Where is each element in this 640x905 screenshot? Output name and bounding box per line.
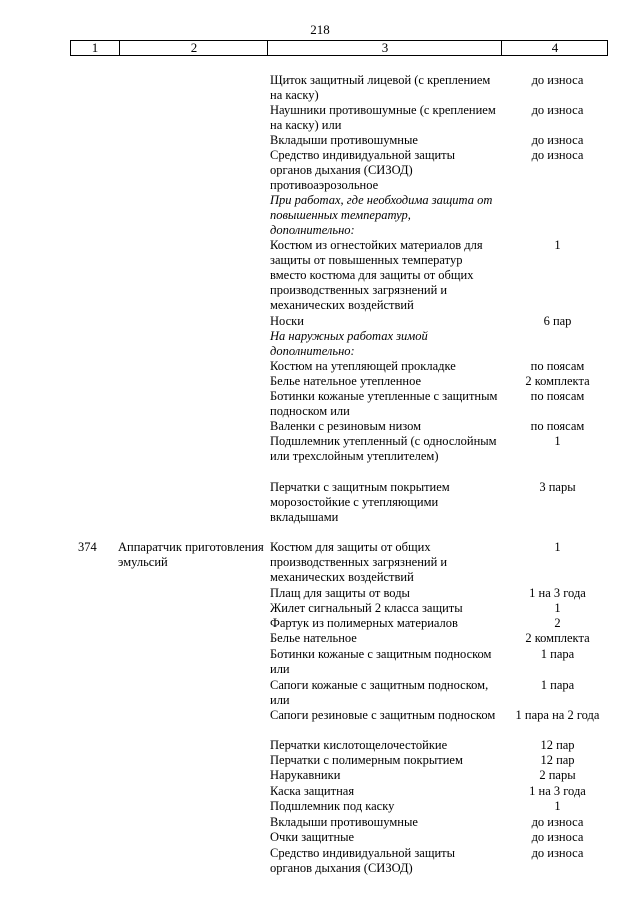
item-text: Средство индивидуальной защиты органов дыхания (СИЗОД)	[270, 846, 456, 875]
item-text: Ботинки кожаные утепленные с защитным подноском или	[270, 389, 498, 418]
table-header-row	[70, 40, 608, 56]
item-text: Белье нательное утепленное	[270, 374, 422, 388]
header-col-2: 2	[119, 41, 268, 55]
item-text: Плащ для защиты от воды	[270, 586, 410, 600]
item-text: Жилет сигнальный 2 класса защиты	[270, 601, 463, 615]
item-text: Костюм из огнестойких материалов для защиты от повышенных температур вместо костюма для защиты от общих производственных загрязнений и механических воздействий	[270, 238, 483, 312]
item-text: Перчатки с полимерным покрытием	[270, 753, 463, 767]
norm-text: 1	[554, 601, 561, 615]
header-col-3: 3	[267, 41, 502, 55]
item-text: Наушники противошумные (с креплением на каску) или	[270, 103, 496, 132]
norm-text: до износа	[531, 148, 584, 162]
norm-text: 1 на 3 года	[529, 784, 586, 798]
item-text: Носки	[270, 314, 304, 328]
header-col-1: 1	[91, 40, 99, 55]
norm-text: 1 пара	[540, 647, 575, 661]
header-col-4: 4	[501, 41, 608, 55]
item-text: Фартук из полимерных материалов	[270, 616, 458, 630]
item-text: Сапоги резиновые с защитным подноском	[270, 708, 496, 722]
item-text: Каска защитная	[270, 784, 355, 798]
norm-text: до износа	[531, 830, 584, 844]
item-text: Костюм для защиты от общих производственных загрязнений и механических воздействий	[270, 540, 448, 584]
norm-text: до износа	[531, 73, 584, 87]
section-heading: При работах, где необходима защита от повышенных температур, дополнительно:	[270, 193, 493, 237]
profession-name: Аппаратчик приготовления эмульсий	[118, 540, 264, 569]
norm-text: до износа	[531, 846, 584, 860]
norm-text: 1 на 3 года	[529, 586, 586, 600]
norm-text: по поясам	[530, 359, 585, 373]
item-text: Щиток защитный лицевой (с креплением на каску)	[270, 73, 491, 102]
norm-text: 3 пары	[539, 480, 576, 494]
item-text: Вкладыши противошумные	[270, 133, 418, 147]
item-text: Вкладыши противошумные	[270, 815, 418, 829]
entry-number: 374	[78, 540, 97, 554]
norm-text: 2 пары	[539, 768, 576, 782]
item-text: Валенки с резиновым низом	[270, 419, 422, 433]
norm-text: 12 пар	[540, 753, 575, 767]
item-text: Белье нательное	[270, 631, 357, 645]
item-text: Костюм на утепляющей прокладке	[270, 359, 456, 373]
page-number: 218	[310, 22, 330, 37]
item-text: Нарукавники	[270, 768, 341, 782]
norm-text: 2 комплекта	[525, 374, 590, 388]
item-text: Подшлемник утепленный (с однослойным или трехслойным утеплителем)	[270, 434, 497, 463]
norm-text: по поясам	[530, 419, 585, 433]
norm-text: 1	[554, 238, 561, 252]
norm-text: 2 комплекта	[525, 631, 590, 645]
norm-text: 6 пар	[543, 314, 572, 328]
item-text: Подшлемник под каску	[270, 799, 395, 813]
norm-text: 1	[554, 434, 561, 448]
item-text: Средство индивидуальной защиты органов дыхания (СИЗОД) противоаэрозольное	[270, 148, 456, 192]
norm-text: 1 пара	[540, 678, 575, 692]
item-text: Перчатки с защитным покрытием морозостойкие с утепляющими вкладышами	[270, 480, 450, 524]
norm-text: 12 пар	[540, 738, 575, 752]
item-text: Сапоги кожаные с защитным подноском, или	[270, 678, 489, 707]
item-text: Очки защитные	[270, 830, 355, 844]
norm-text: до износа	[531, 815, 584, 829]
section-heading: На наружных работах зимой дополнительно:	[270, 329, 428, 358]
item-text: Ботинки кожаные с защитным подноском или	[270, 647, 492, 676]
item-text: Перчатки кислотощелочестойкие	[270, 738, 448, 752]
norm-text: до износа	[531, 133, 584, 147]
norm-text: 2	[554, 616, 561, 630]
norm-text: по поясам	[530, 389, 585, 403]
norm-text: 1	[554, 540, 561, 554]
norm-text: 1 пара на 2 года	[515, 708, 600, 722]
norm-text: до износа	[531, 103, 584, 117]
norm-text: 1	[554, 799, 561, 813]
